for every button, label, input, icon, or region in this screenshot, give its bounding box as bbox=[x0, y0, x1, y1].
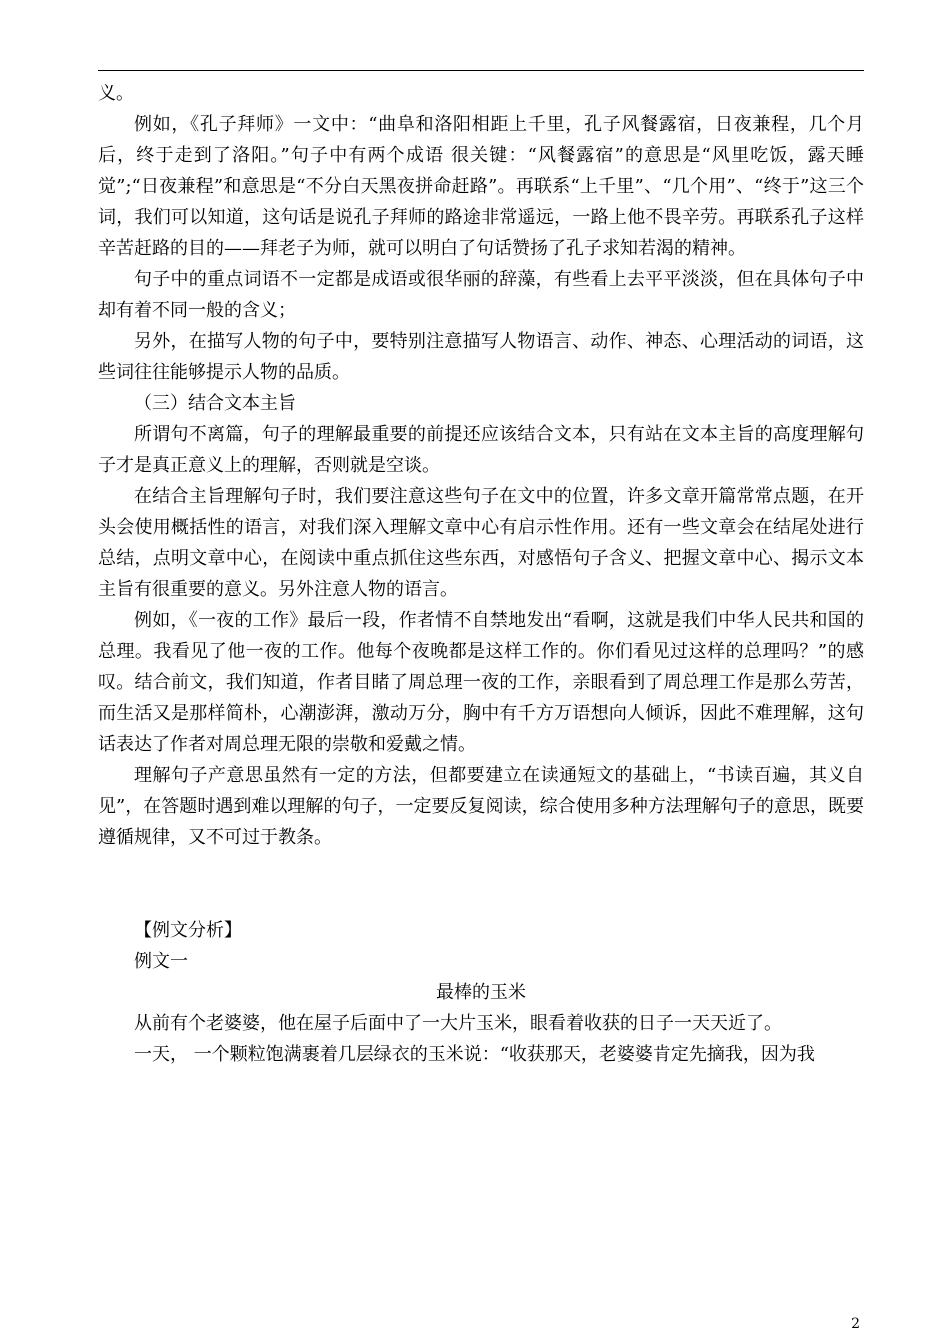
story-paragraph: 一天， 一个颗粒饱满裹着几层绿衣的玉米说：“收获那天，老婆婆肯定先摘我，因为我 bbox=[134, 1044, 815, 1065]
subsection-heading: （三）结合文本主旨 bbox=[134, 393, 296, 414]
section-gap bbox=[98, 853, 864, 915]
section-heading: 【例文分析】 bbox=[134, 920, 242, 941]
paragraph: 例如，《一夜的工作》最后一段，作者情不自禁地发出“看啊，这就是我们中华人民共和国的总理。我看见了他一夜的工作。他每个夜晚都是这样工作的。你们看见过这样的总理吗？”的感叹。结合前文，我们知道，作者目睹了周总理一夜的工作，亲眼看到了周总理工作是那么劳苦，而生活又是那样简朴，心潮澎湃，激动万分，胸中有千方万语想向人倾诉，因此不难理解，这句话表达了作者对周总理无限的崇敬和爱戴之情。 bbox=[98, 610, 864, 755]
paragraph-continuation: 义。 bbox=[98, 83, 134, 104]
example-label: 例文一 bbox=[134, 951, 188, 972]
paragraph: 句子中的重点词语不一定都是成语或很华丽的辞藻，有些看上去平平淡淡，但在具体句子中却有着不同一般的含义； bbox=[98, 269, 864, 321]
paragraph: 在结合主旨理解句子时，我们要注意这些句子在文中的位置，许多文章开篇常常点题，在开头会使用概括性的语言，对我们深入理解文章中心有启示性作用。还有一些文章会在结尾处进行总结，点明文章中心，在阅读中重点抓住这些东西，对感悟句子含义、把握文章中心、揭示文本主旨有很重要的意义。另外注意人物的语言。 bbox=[98, 486, 864, 600]
paragraph: 理解句子产意思虽然有一定的方法，但都要建立在读通短文的基础上，“书读百遍，其义自见”，在答题时遇到难以理解的句子，一定要反复阅读，综合使用多种方法理解句子的意思，既要遵循规律，又不可过于教条。 bbox=[98, 765, 864, 848]
paragraph: 所谓句不离篇，句子的理解最重要的前提还应该结合文本，只有站在文本主旨的高度理解句子才是真正意义上的理解，否则就是空谈。 bbox=[98, 424, 864, 476]
page-number: 2 bbox=[851, 1316, 860, 1332]
document-body bbox=[98, 78, 864, 1070]
paragraph: 另外，在描写人物的句子中，要特别注意描写人物语言、动作、神态、心理活动的词语，这些词往往能够提示人物的品质。 bbox=[98, 331, 864, 383]
story-title: 最棒的玉米 bbox=[436, 982, 526, 1003]
paragraph: 例如，《孔子拜师》一文中：“曲阜和洛阳相距上千里，孔子风餐露宿，日夜兼程，几个月后，终于走到了洛阳。”句子中有两个成语 很关键：“风餐露宿”的意思是“风里吃饭，露天睡觉”;“日夜兼程”和意思是“不分白天黑夜拼命赶路”。再联系“上千里”、“几个用”、“终于”这三个词，我们可以知道，这句话是说孔子拜师的路途非常遥远，一路上他不畏辛劳。再联系孔子这样辛苦赶路的目的——拜老子为师，就可以明白了句话赞扬了孔子求知若渴的精神。 bbox=[98, 114, 864, 259]
story-paragraph: 从前有个老婆婆，他在屋子后面中了一大片玉米，眼看着收获的日子一天天近了。 bbox=[134, 1013, 782, 1034]
header-rule bbox=[98, 70, 864, 71]
